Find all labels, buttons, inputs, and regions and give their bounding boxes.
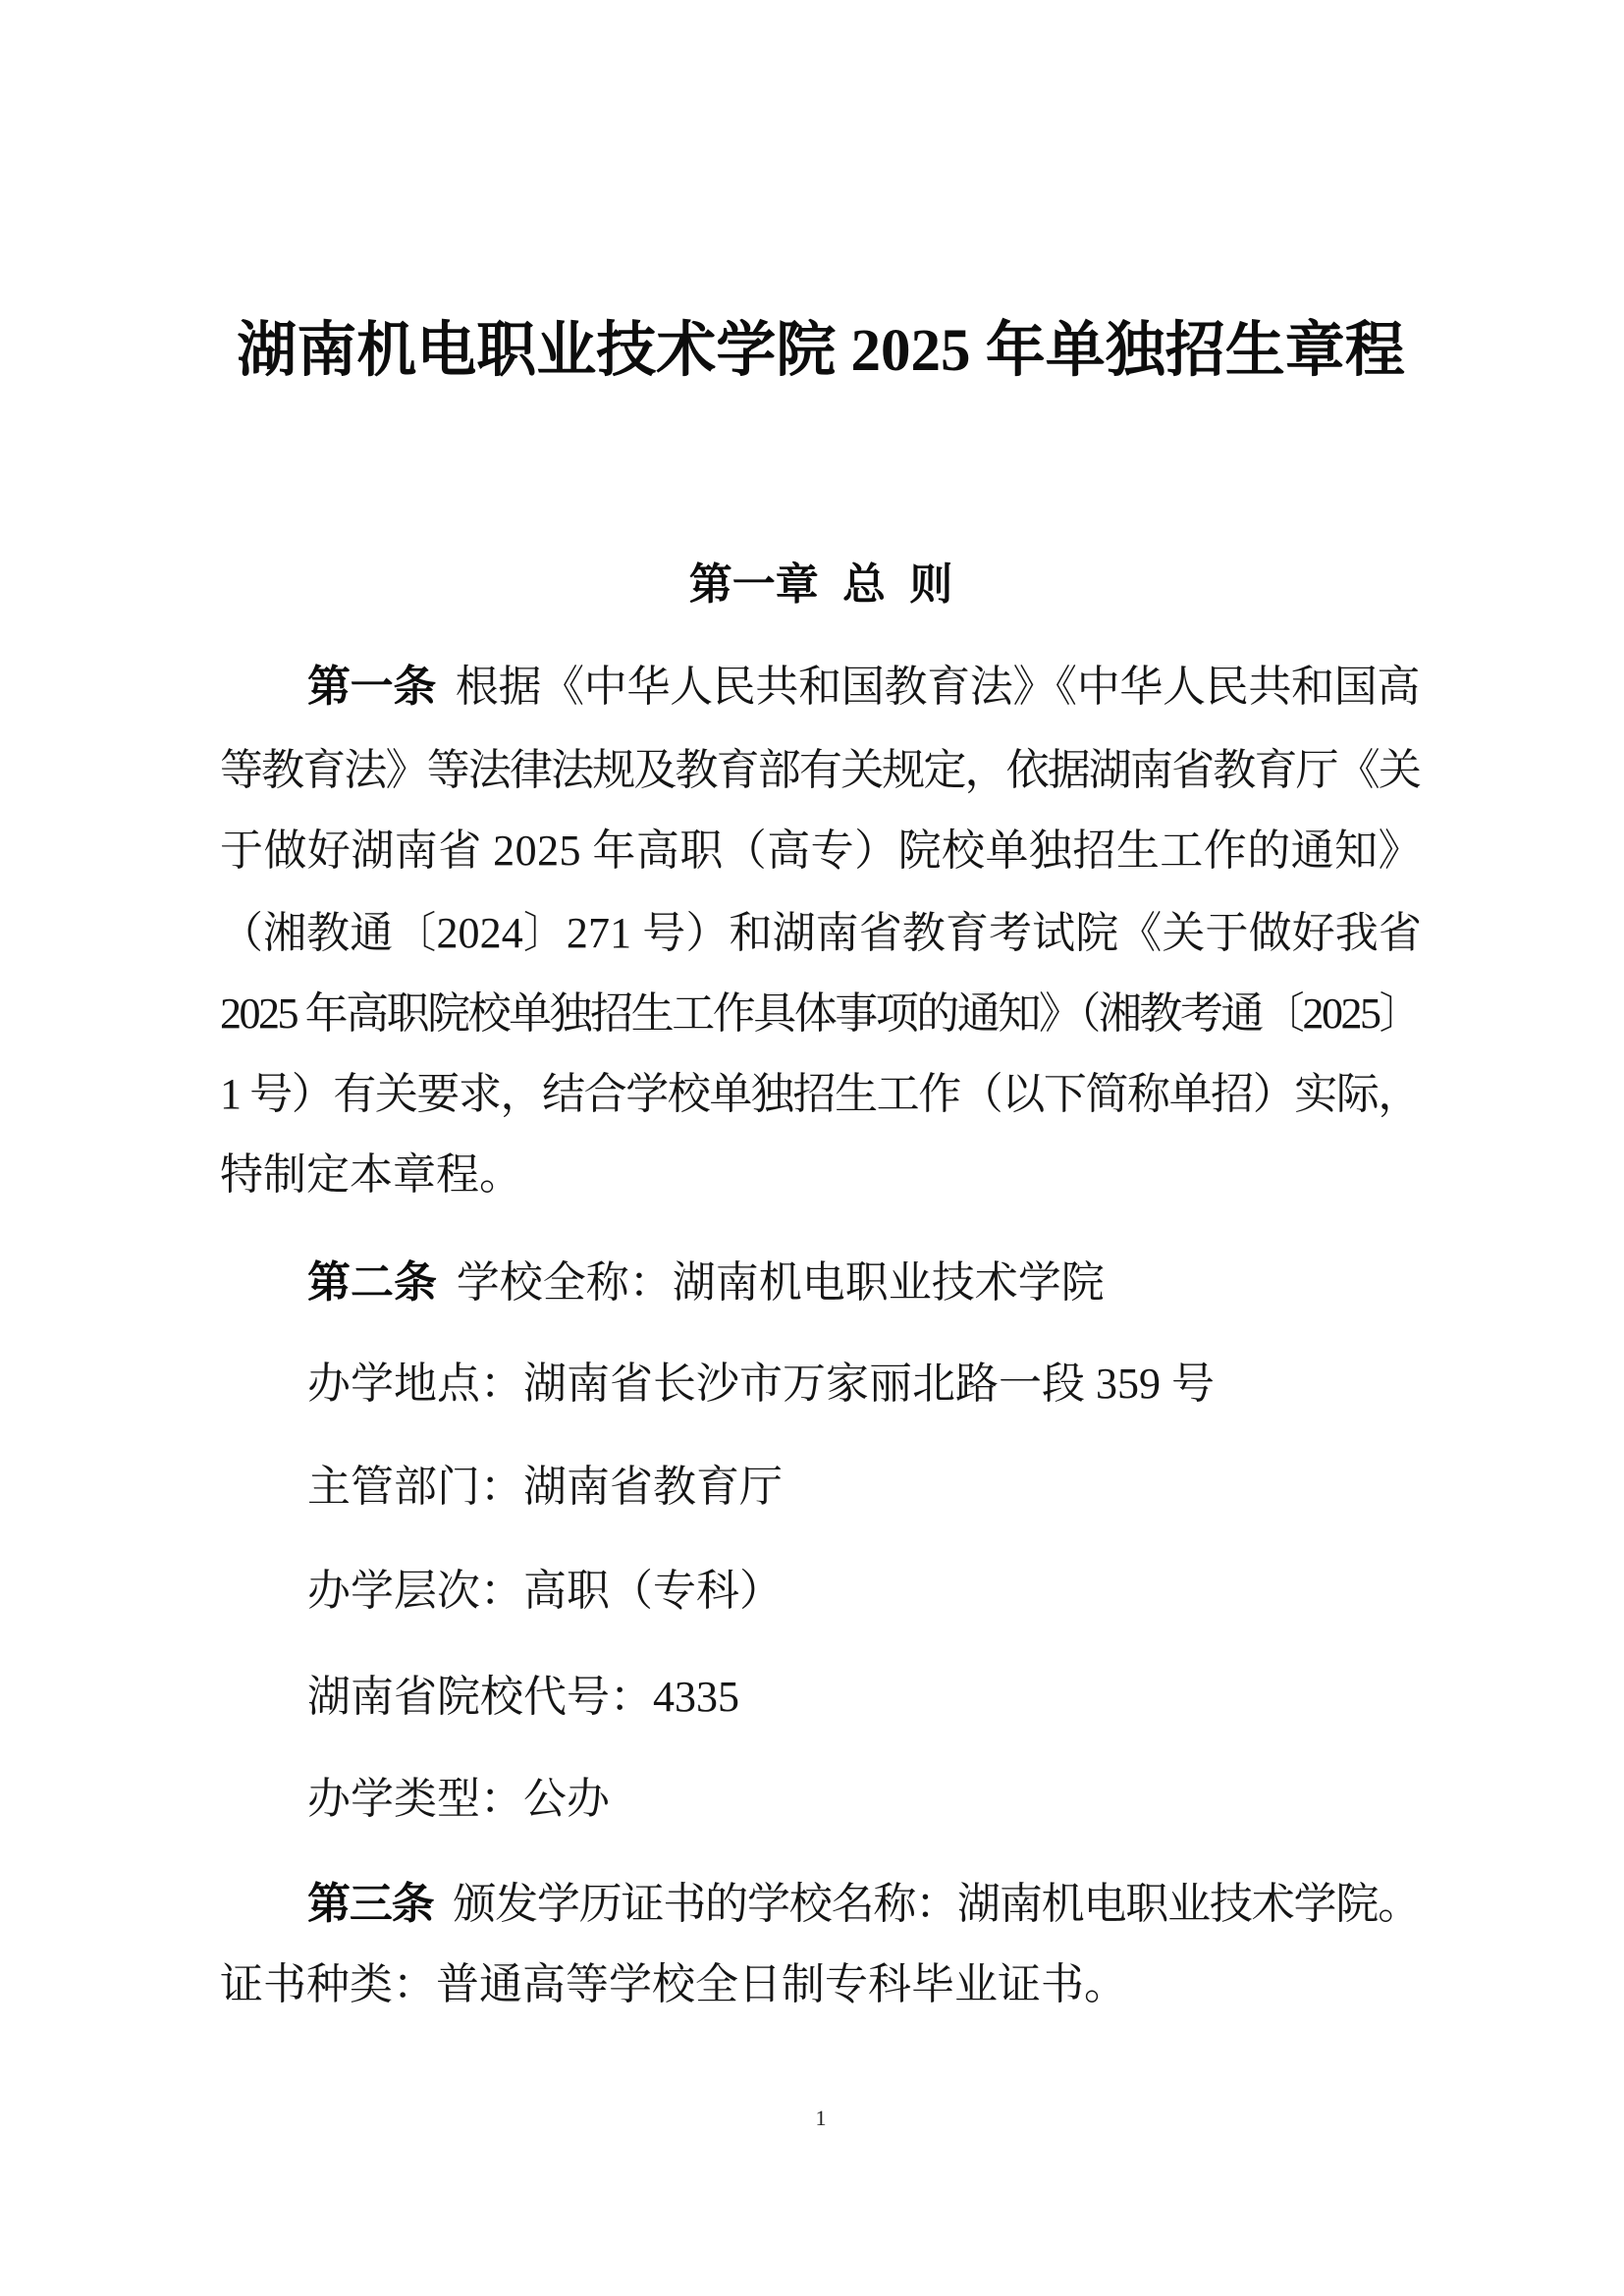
article-2-label: 第二条 <box>307 1258 437 1307</box>
article-3-text: 颁发学历证书的学校名称：湖南机电职业技术学院。 <box>453 1880 1421 1928</box>
article-1-line-3 <box>220 822 1422 881</box>
detail-education-level <box>307 1562 1422 1621</box>
detail-school-address <box>307 1355 1422 1414</box>
article-2-text: 学校全称：湖南机电职业技术学院 <box>456 1258 1105 1307</box>
article-1-label: 第一条 <box>307 663 436 711</box>
detail-text: 办学层次：高职（专科） <box>307 1567 783 1615</box>
detail-text: 湖南省院校代号：4335 <box>307 1673 739 1721</box>
document-title <box>220 310 1422 393</box>
detail-school-type <box>307 1770 1422 1829</box>
article-1-text: 于做好湖南省 2025 年高职（高专）院校单独招生工作的通知》 <box>220 827 1422 875</box>
article-1-line-2 <box>220 741 1422 800</box>
article-1-line-6 <box>220 1065 1422 1124</box>
article-3-line-1 <box>307 1875 1422 1934</box>
detail-text: 办学类型：公办 <box>307 1775 610 1823</box>
detail-school-code <box>307 1668 1422 1727</box>
article-1-text: （湘教通〔2024〕271 号）和湖南省教育考试院《关于做好我省 <box>220 909 1422 957</box>
article-1-line-4 <box>220 904 1422 963</box>
detail-text: 办学地点：湖南省长沙市万家丽北路一段 359 号 <box>307 1360 1215 1408</box>
article-1-text: 根据《中华人民共和国教育法》《中华人民共和国高 <box>455 663 1421 711</box>
article-2-line-1 <box>307 1254 1422 1312</box>
article-3-text: 证书种类：普通高等学校全日制专科毕业证书。 <box>220 1960 1127 2008</box>
article-3-line-2 <box>220 1955 1422 2014</box>
line-text <box>307 1254 1105 1312</box>
detail-supervising-department <box>307 1458 1422 1517</box>
chapter-heading-text: 第一章 总 则 <box>688 561 953 609</box>
document-title-text: 湖南机电职业技术学院 2025 年单独招生章程 <box>237 318 1405 384</box>
article-1-line-1 <box>307 658 1422 717</box>
article-1-line-7 <box>220 1146 1422 1204</box>
line-text <box>307 1875 1420 1934</box>
line-text <box>307 658 1420 717</box>
article-1-text: 特制定本章程。 <box>220 1150 522 1199</box>
article-3-label: 第三条 <box>307 1880 434 1928</box>
page-number: 1 <box>815 2106 827 2130</box>
article-1-text: 等教育法》等法律法规及教育部有关规定，依据湖南省教育厅《关 <box>220 746 1420 794</box>
article-1-text: 1 号）有关要求，结合学校单独招生工作（以下简称单招）实际， <box>220 1070 1420 1118</box>
article-1-text: 2025 年高职院校单独招生工作具体事项的通知》（湘教考通〔2025〕 <box>220 989 1420 1038</box>
article-1-line-5 <box>220 985 1422 1043</box>
detail-text: 主管部门：湖南省教育厅 <box>307 1463 783 1511</box>
chapter-heading <box>220 556 1422 614</box>
